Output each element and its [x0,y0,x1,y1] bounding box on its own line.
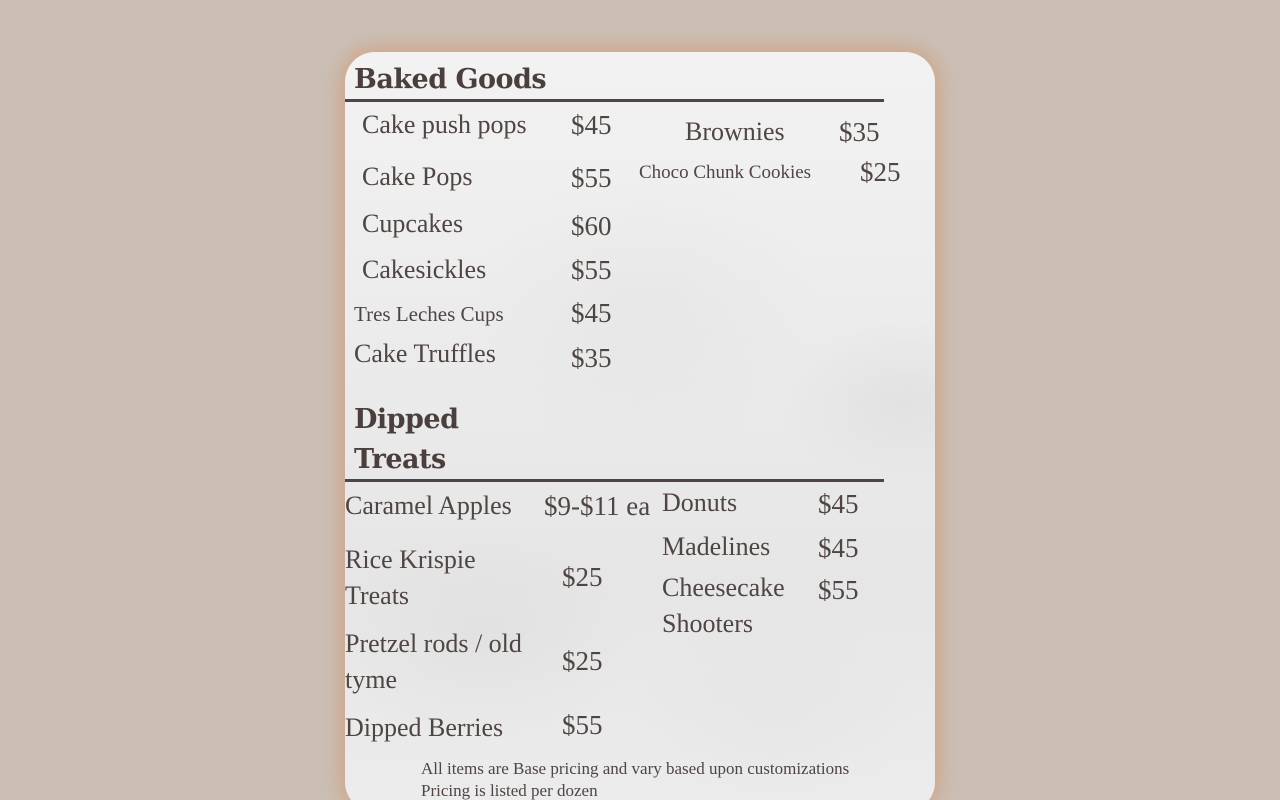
menu-card [345,52,935,800]
item-name-cheesecake-line2: Shooters [662,609,753,638]
item-name-madelines: Madelines [662,532,771,561]
item-name-rice-krispie-line1: Rice Krispie [345,545,476,574]
item-name-tres-leches-cups: Tres Leches Cups [354,302,504,326]
item-price-caramel-apples: $9-$11 ea [544,491,651,521]
section-title-dipped-treats-line2: Treats [354,444,446,475]
footer-note-line2: Pricing is listed per dozen [421,781,598,800]
item-price-rice-krispie: $25 [562,562,603,592]
item-price-cheesecake: $55 [818,575,859,605]
item-price-donuts: $45 [818,489,859,519]
item-name-choco-chunk-cookies: Choco Chunk Cookies [639,162,812,183]
item-price-pretzel-rods: $25 [562,646,603,676]
dipped-treats-divider [345,479,884,482]
item-price-cake-pops: $55 [571,163,612,193]
item-name-donuts: Donuts [662,488,738,517]
item-price-madelines: $45 [818,533,859,563]
item-price-cake-push-pops: $45 [571,110,612,140]
item-name-dipped-berries: Dipped Berries [345,713,504,742]
section-title-baked-goods: Baked Goods [354,64,547,95]
item-name-pretzel-rods-line2: tyme [345,665,397,694]
item-price-brownies: $35 [839,117,880,147]
item-name-cake-pops: Cake Pops [362,162,473,191]
item-name-pretzel-rods-line1: Pretzel rods / old [345,629,522,658]
item-name-caramel-apples: Caramel Apples [345,491,512,520]
item-name-cake-push-pops: Cake push pops [362,110,527,139]
item-price-choco-chunk-cookies: $25 [860,157,901,187]
item-name-cake-truffles: Cake Truffles [354,339,496,368]
item-price-cupcakes: $60 [571,211,612,241]
item-price-cake-truffles: $35 [571,343,612,373]
baked-goods-divider [345,99,884,102]
item-price-dipped-berries: $55 [562,710,603,740]
item-price-tres-leches-cups: $45 [571,298,612,328]
item-name-cakesickles: Cakesickles [362,255,487,284]
item-name-brownies: Brownies [685,117,785,146]
item-price-cakesickles: $55 [571,255,612,285]
footer-note-line1: All items are Base pricing and vary based upon customizations [421,759,850,778]
item-name-rice-krispie-line2: Treats [345,581,410,610]
item-name-cupcakes: Cupcakes [362,209,464,238]
item-name-cheesecake-line1: Cheesecake [662,573,785,602]
section-title-dipped-treats-line1: Dipped [354,404,459,435]
